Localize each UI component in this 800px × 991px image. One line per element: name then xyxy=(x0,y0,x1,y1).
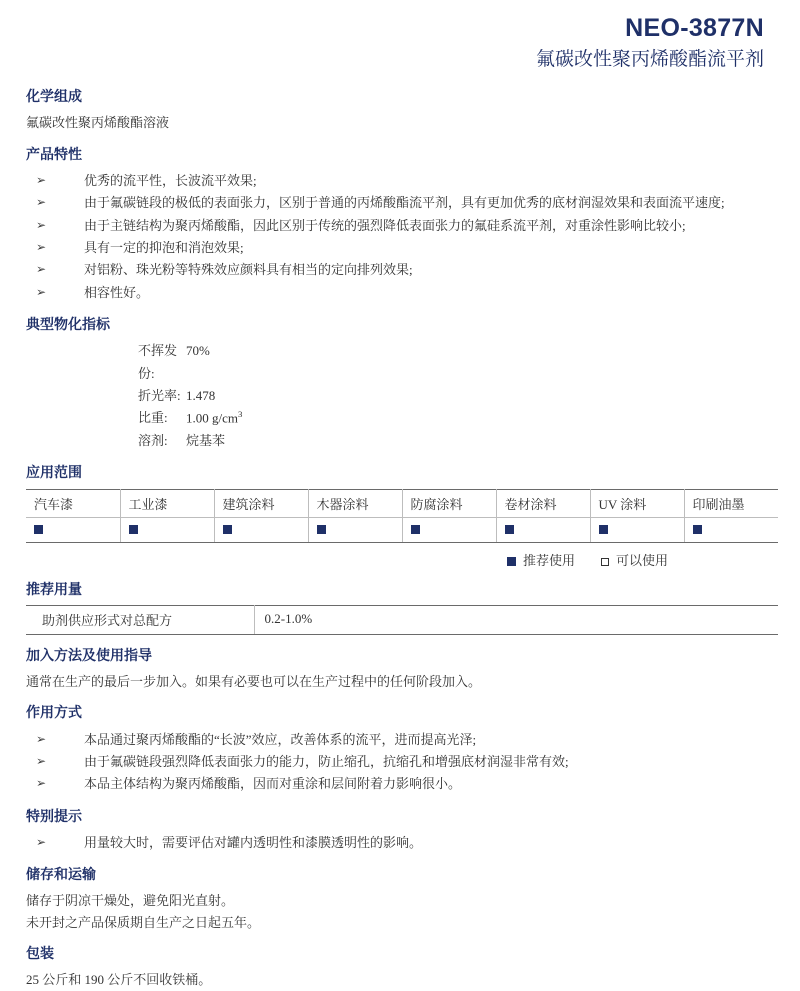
notice-heading: 特别提示 xyxy=(26,809,82,825)
mechanism-item-text: 本品主体结构为聚丙烯酸酯，因而对重涂和层间附着力影响很小。 xyxy=(84,776,462,792)
filled-square-icon xyxy=(693,525,702,534)
application-mark-cell xyxy=(308,517,402,542)
application-column-header: 防腐涂料 xyxy=(402,489,496,517)
product-code: NEO-3877N xyxy=(625,14,764,42)
legend-label: 可以使用 xyxy=(615,552,668,568)
dosage-value: 0.2-1.0% xyxy=(254,605,778,634)
features-heading: 产品特性 xyxy=(26,147,82,163)
spec-value: 烷基苯 xyxy=(186,432,226,448)
feature-item-text: 对铝粉、珠光粉等特殊效应颜料具有相当的定向排列效果; xyxy=(84,262,413,278)
features-list xyxy=(26,170,778,304)
arrow-bullet-icon: ➢ xyxy=(36,195,47,210)
feature-item xyxy=(26,237,778,259)
application-column-header: 工业漆 xyxy=(120,489,214,517)
application-column-header: 印刷油墨 xyxy=(684,489,778,517)
feature-item xyxy=(26,170,778,192)
storage-heading: 储存和运输 xyxy=(26,868,96,884)
filled-square-icon xyxy=(317,525,326,534)
notice-list xyxy=(26,832,778,854)
application-mark-cell xyxy=(402,517,496,542)
section-mechanism xyxy=(26,705,778,795)
feature-item xyxy=(26,259,778,281)
spec-label: 比重: xyxy=(138,410,168,426)
section-dosage xyxy=(26,582,778,635)
filled-square-icon xyxy=(505,525,514,534)
application-column-header: UV 涂料 xyxy=(590,489,684,517)
arrow-bullet-icon: ➢ xyxy=(36,731,47,746)
arrow-bullet-icon: ➢ xyxy=(36,262,47,277)
filled-square-icon xyxy=(223,525,232,534)
storage-line: 储存于阴凉干燥处，避免阳光直射。 xyxy=(26,893,235,909)
mechanism-item xyxy=(26,729,778,751)
spec-value: 1.00 $g/cm^3$ xyxy=(186,409,243,426)
filled-square-icon xyxy=(599,525,608,534)
arrow-bullet-icon: ➢ xyxy=(36,834,47,849)
feature-item xyxy=(26,192,778,214)
spec-value: 70% xyxy=(186,343,210,359)
application-mark-cell xyxy=(214,517,308,542)
spec-label: 溶剂: xyxy=(138,432,168,448)
filled-square-icon xyxy=(507,557,516,566)
spec-value-superscript: 3 xyxy=(238,409,243,420)
arrow-bullet-icon: ➢ xyxy=(36,776,47,791)
mechanism-list xyxy=(26,729,778,796)
open-square-icon xyxy=(601,558,609,566)
arrow-bullet-icon: ➢ xyxy=(36,217,47,232)
spec-row xyxy=(26,385,778,407)
section-specs xyxy=(26,317,778,452)
feature-item xyxy=(26,215,778,237)
application-mark-cell xyxy=(26,517,120,542)
storage-line: 未开封之产品保质期自生产之日起五年。 xyxy=(26,914,261,930)
application-column-header: 建筑涂料 xyxy=(214,489,308,517)
feature-item-text: 由于主链结构为聚丙烯酸酯，因此区别于传统的强烈降低表面张力的氟硅系流平剂，对重涂性影响比较小; xyxy=(84,217,686,233)
feature-item-text: 由于氟碳链段的极低的表面张力，区别于普通的丙烯酸酯流平剂，具有更加优秀的底材润湿效果和表面流平速度; xyxy=(84,195,725,211)
document-header xyxy=(26,14,778,73)
applications-legend xyxy=(26,550,778,569)
application-mark-cell xyxy=(496,517,590,542)
section-packaging xyxy=(26,946,778,991)
section-features xyxy=(26,147,778,304)
spec-label: 折光率: xyxy=(138,387,181,403)
section-addition xyxy=(26,648,778,693)
feature-item-text: 具有一定的抑泡和消泡效果; xyxy=(84,239,244,255)
applications-header-row xyxy=(26,489,778,517)
mechanism-item xyxy=(26,751,778,773)
mechanism-item xyxy=(26,773,778,795)
application-column-header: 汽车漆 xyxy=(26,489,120,517)
composition-text: 氟碳改性聚丙烯酸酯溶液 xyxy=(26,115,170,131)
application-mark-cell xyxy=(120,517,214,542)
application-column-header: 卷材涂料 xyxy=(496,489,590,517)
notice-item xyxy=(26,832,778,854)
legend-label: 推荐使用 xyxy=(522,552,575,568)
dosage-heading: 推荐用量 xyxy=(26,582,82,598)
spec-label: 不挥发份: xyxy=(138,343,178,381)
arrow-bullet-icon: ➢ xyxy=(36,753,47,768)
applications-marks-row xyxy=(26,517,778,542)
packaging-text: 25 公斤和 190 公斤不回收铁桶。 xyxy=(26,972,212,988)
spec-row xyxy=(26,430,778,452)
legend-item xyxy=(507,553,575,568)
mechanism-item-text: 本品通过聚丙烯酸酯的“长波”效应，改善体系的流平，进而提高光泽; xyxy=(84,731,477,747)
arrow-bullet-icon: ➢ xyxy=(36,284,47,299)
dosage-row xyxy=(26,605,778,634)
feature-item xyxy=(26,282,778,304)
applications-table xyxy=(26,489,778,543)
notice-item-text: 用量较大时，需要评估对罐内透明性和漆膜透明性的影响。 xyxy=(84,834,423,850)
feature-item-text: 优秀的流平性，长波流平效果; xyxy=(84,172,257,188)
addition-text: 通常在生产的最后一步加入。如果有必要也可以在生产过程中的任何阶段加入。 xyxy=(26,673,482,689)
filled-square-icon xyxy=(34,525,43,534)
dosage-table xyxy=(26,605,778,635)
packaging-heading: 包装 xyxy=(26,947,54,963)
section-applications xyxy=(26,465,778,568)
application-column-header: 木器涂料 xyxy=(308,489,402,517)
dosage-label: 助剂供应形式对总配方 xyxy=(26,605,254,634)
specs-list xyxy=(26,340,778,452)
section-storage xyxy=(26,867,778,933)
filled-square-icon xyxy=(129,525,138,534)
section-notice xyxy=(26,809,778,855)
addition-heading: 加入方法及使用指导 xyxy=(26,648,152,664)
application-mark-cell xyxy=(684,517,778,542)
spec-value: 1.478 xyxy=(186,387,216,403)
filled-square-icon xyxy=(411,525,420,534)
storage-lines xyxy=(26,890,778,933)
mechanism-heading: 作用方式 xyxy=(26,706,82,722)
product-name: 氟碳改性聚丙烯酸酯流平剂 xyxy=(535,48,764,70)
arrow-bullet-icon: ➢ xyxy=(36,172,47,187)
legend-item xyxy=(601,553,668,568)
spec-row xyxy=(26,407,778,430)
mechanism-item-text: 由于氟碳链段强烈降低表面张力的能力，防止缩孔，抗缩孔和增强底材润湿非常有效; xyxy=(84,753,569,769)
composition-heading: 化学组成 xyxy=(26,90,82,106)
arrow-bullet-icon: ➢ xyxy=(36,239,47,254)
specs-heading: 典型物化指标 xyxy=(26,318,110,334)
applications-heading: 应用范围 xyxy=(26,466,82,482)
feature-item-text: 相容性好。 xyxy=(84,284,150,300)
application-mark-cell xyxy=(590,517,684,542)
spec-row xyxy=(26,340,778,385)
section-composition xyxy=(26,89,778,134)
